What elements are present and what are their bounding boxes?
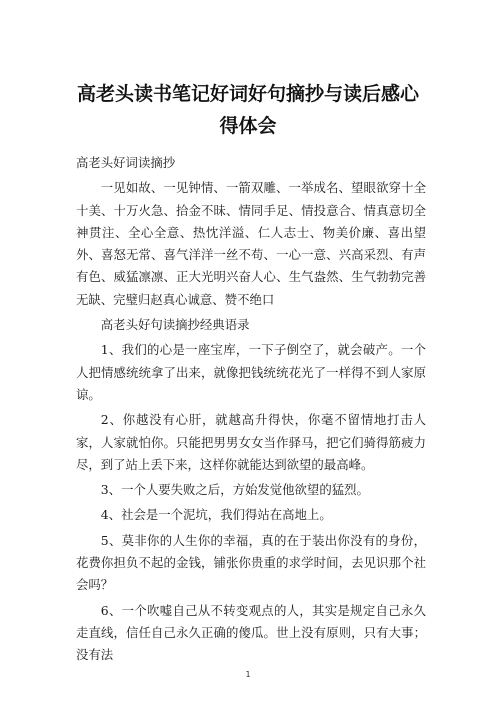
document-title bbox=[40, 78, 456, 142]
quote-paragraph: 1、我们的心是一座宝库，一下子倒空了，就会破产。一个人把情感统统拿了出来，就像把钱统统花光了一样得不到人家原谅。 bbox=[76, 342, 426, 402]
words-paragraph: 一见如故、一见钟情、一箭双雕、一举成名、望眼欲穿十全十美、十万火急、拾金不昧、情同手足、情投意合、情真意切全神贯注、全心全意、热忱洋溢、仁人志士、物美价廉、喜出望外、喜怒无常、喜气洋洋一丝不苟、一心一意、兴高采烈、有声有色、威猛凛凛、正大光明兴奋人心、生气盎然、生气勃勃完善无缺、完璧归赵真心诚意、赞不绝口 bbox=[76, 180, 426, 307]
title-line-1: 高老头读书笔记好词好句摘抄与读后感心 bbox=[76, 83, 419, 105]
quote-paragraph: 6、一个吹嘘自己从不转变观点的人，其实是规定自己永久走直线，信任自己永久正确的傻瓜。世上没有原则，只有大事；没有法 bbox=[76, 602, 426, 663]
title-line-2: 得体会 bbox=[219, 115, 277, 137]
quote-paragraph: 5、莫非你的人生你的幸福，真的在于装出你没有的身份，花费你担负不起的金钱，铺张你贵重的求学时间，去见识那个社会吗？ bbox=[76, 532, 426, 593]
quote-paragraph: 2、你越没有心肝，就越高升得快，你毫不留情地打击人家，人家就怕你。只能把男男女女当作驿马，把它们骑得筋疲力尽，到了站上丢下来，这样你就能达到欲望的最高峰。 bbox=[76, 412, 426, 472]
document-body bbox=[76, 152, 426, 670]
quote-paragraph: 4、社会是一个泥坑，我们得站在高地上。 bbox=[100, 507, 332, 523]
page-number: 1 bbox=[245, 670, 251, 679]
quote-paragraph: 3、一个人要失败之后，方始发觉他欲望的猛烈。 bbox=[100, 482, 369, 498]
section-heading-words: 高老头好词读摘抄 bbox=[76, 155, 176, 170]
section-heading-quotes: 高老头好句读摘抄经典语录 bbox=[100, 317, 250, 333]
